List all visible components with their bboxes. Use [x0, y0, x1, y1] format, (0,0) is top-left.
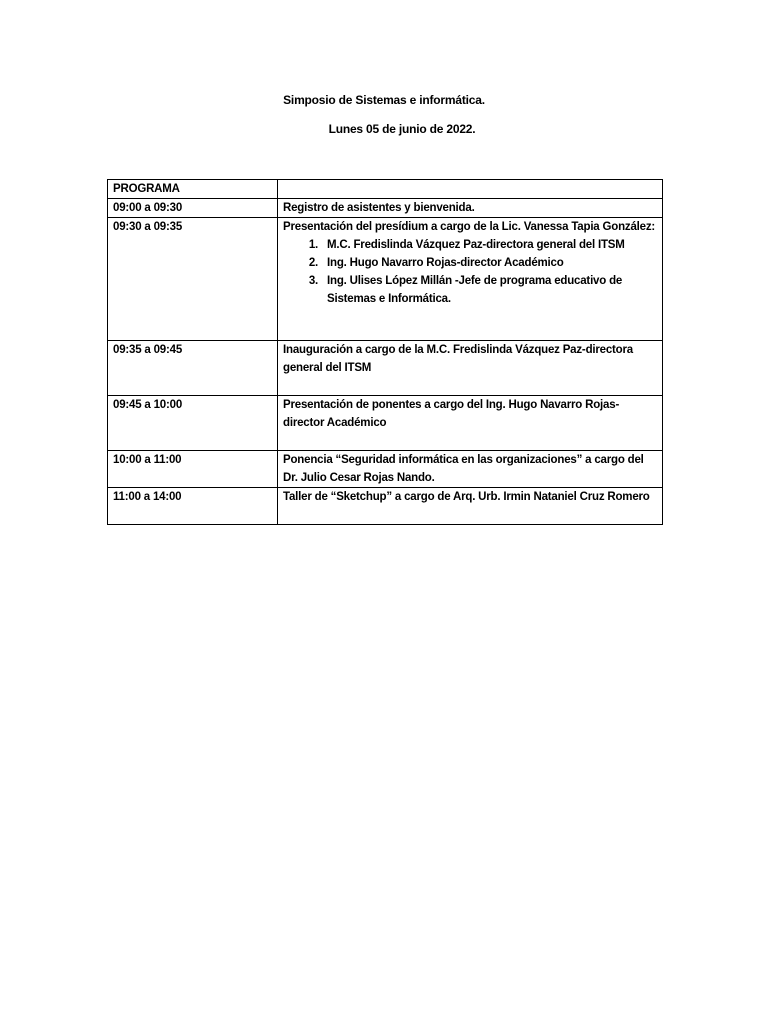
program-table — [107, 179, 663, 525]
table-row — [108, 199, 663, 218]
table-row — [108, 218, 663, 341]
row-time: 09:00 a 09:30 — [108, 199, 278, 218]
table-row — [108, 451, 663, 488]
program-header-value — [278, 180, 663, 199]
list-item: 2. Ing. Hugo Navarro Rojas-director Académico — [321, 254, 657, 272]
row-time: 09:30 a 09:35 — [108, 218, 278, 341]
presidium-list — [283, 236, 657, 308]
row-time: 09:45 a 10:00 — [108, 396, 278, 451]
table-row — [108, 488, 663, 525]
row-description: Taller de “Sketchup” a cargo de Arq. Urb. Irmin Nataniel Cruz Romero — [278, 488, 663, 525]
program-header-label: PROGRAMA — [108, 180, 278, 199]
row-description-cell — [278, 218, 663, 341]
table-row — [108, 341, 663, 396]
document-date: Lunes 05 de junio de 2022. — [328, 122, 476, 136]
row-description: Presentación del presídium a cargo de la Lic. Vanessa Tapia González: — [283, 221, 656, 233]
row-time: 10:00 a 11:00 — [108, 451, 278, 488]
row-description: Ponencia “Seguridad informática en las organizaciones” a cargo del Dr. Julio Cesar Rojas Nando. — [278, 451, 663, 488]
row-time: 11:00 a 14:00 — [108, 488, 278, 525]
table-row — [108, 396, 663, 451]
document-title: Simposio de Sistemas e informática. — [283, 93, 485, 107]
list-item: 3. Ing. Ulises López Millán -Jefe de programa educativo de Sistemas e Informática. — [321, 272, 657, 308]
row-description: Inauguración a cargo de la M.C. Fredislinda Vázquez Paz-directora general del ITSM — [278, 341, 663, 396]
row-time: 09:35 a 09:45 — [108, 341, 278, 396]
row-description: Presentación de ponentes a cargo del Ing. Hugo Navarro Rojas-director Académico — [278, 396, 663, 451]
list-item: 1. M.C. Fredislinda Vázquez Paz-directora general del ITSM — [321, 236, 657, 254]
row-description: Registro de asistentes y bienvenida. — [278, 199, 663, 218]
program-header-row — [108, 180, 663, 199]
